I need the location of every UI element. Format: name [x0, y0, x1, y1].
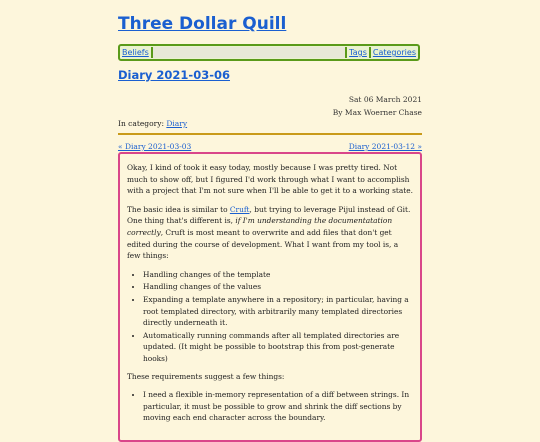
paragraph-intro: Okay, I kind of took it easy today, mostly because I was pretty tired. Not much to show off, but I figured I'd work through what I want to accomplish with a project that I'm not sure when I'll be able to get it to a working state. [127, 163, 413, 196]
list-item: • Expanding a template anywhere in a repository; in particular, having a root templated directory, with arbitrarily many templated directories directly underneath it. [143, 294, 413, 329]
post-title-link[interactable]: Diary 2021-03-06 [118, 68, 230, 82]
nav-tags-link[interactable]: Tags [349, 48, 367, 57]
list-item: • I need a flexible in-memory representation of a diff between strings. In particular, it must be possible to grow and shrink the diff sections by moving each end character across the boundary. [143, 389, 413, 424]
article-body [118, 152, 422, 442]
nav-categories-link[interactable]: Categories [372, 48, 416, 57]
paragraph-idea: The basic idea is similar to Cruft, but trying to leverage Pijul instead of Git. One thing that's different is, if I'm understanding the documentatation correctly, Cruft is most meant to overwrite and add files that don't get edited during the course of development. What I want from my tool is, a few things: [127, 204, 411, 261]
nav-spacer [153, 47, 345, 58]
paragraph-suggest: These requirements suggest a few things: [127, 371, 285, 381]
list-item: • Automatically running commands after all templated directories are updated. (It might be possible to bootstrap this from post-generate hooks) [143, 330, 413, 365]
emphasis-text: if I'm understanding the documentatation correctly [127, 216, 393, 237]
category-prefix: In category: [118, 119, 167, 128]
list-item: • Handling changes of the values [143, 281, 413, 293]
divider [118, 133, 422, 135]
site-title-link[interactable]: Three Dollar Quill [118, 14, 287, 34]
category-link[interactable]: Diary [166, 119, 188, 128]
next-post-link[interactable]: Diary 2021-03-12 » [348, 142, 422, 151]
cruft-link[interactable]: Cruft [229, 204, 250, 214]
nav-beliefs-link[interactable]: Beliefs [122, 48, 149, 57]
post-author: By Max Woerner Chase [332, 108, 422, 117]
suggestions-list [127, 389, 413, 424]
list-item: • Handling changes of the template [143, 269, 413, 281]
post-category [118, 119, 187, 128]
post-date: Sat 06 March 2021 [348, 95, 422, 104]
previous-post-link[interactable]: « Diary 2021-03-03 [118, 142, 192, 151]
requirements-list [127, 269, 413, 365]
nav-bar [118, 44, 420, 61]
